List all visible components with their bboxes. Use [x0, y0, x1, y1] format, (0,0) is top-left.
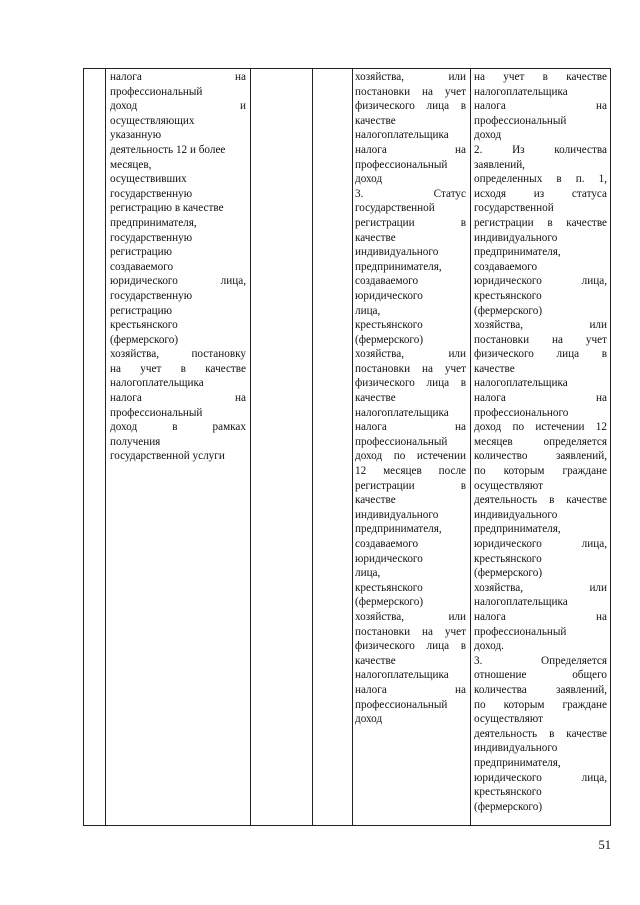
- text-line: юридического лица,: [474, 771, 607, 784]
- text-line: деятельность 12 и более: [110, 143, 226, 156]
- text-line: индивидуального: [474, 231, 558, 244]
- text-line: качестве: [355, 231, 396, 244]
- text-line: на учет в качестве: [110, 362, 246, 375]
- text-line: регистрации в: [355, 479, 466, 492]
- text-line: крестьянского: [474, 786, 542, 799]
- text-line: (фермерского): [474, 800, 543, 813]
- text-line: предпринимателя,: [355, 523, 442, 536]
- text-line: государственной услуги: [110, 450, 225, 463]
- text-line: доход по истечении: [355, 450, 466, 463]
- text-line: индивидуального: [474, 742, 558, 755]
- text-line: регистрации в качестве: [474, 216, 607, 229]
- text-line: профессиональный: [110, 85, 203, 98]
- text-line: качестве: [474, 362, 515, 375]
- text-line: качестве: [355, 392, 396, 405]
- text-line: создаваемого: [355, 275, 419, 288]
- text-line: доход в рамках: [110, 421, 246, 434]
- text-line: физического лица в: [474, 348, 607, 361]
- text-line: налога на: [110, 392, 246, 405]
- text-line: предпринимателя,: [110, 216, 197, 229]
- text-line: юридического лица,: [110, 275, 246, 288]
- text-line: доход: [474, 129, 502, 142]
- text-line: осуществляющих: [110, 114, 195, 127]
- table-border: [105, 68, 106, 826]
- text-line: государственной: [355, 202, 435, 215]
- text-line: юридического лица,: [474, 538, 607, 550]
- text-line: предпринимателя,: [474, 756, 561, 769]
- text-line: профессионального: [474, 406, 569, 419]
- text-line: физического лица в: [355, 640, 466, 653]
- text-line: указанную: [110, 129, 162, 142]
- text-line: крестьянского: [355, 319, 423, 332]
- text-line: профессиональный: [355, 435, 448, 448]
- table-border: [470, 68, 471, 826]
- text-line: налога на: [110, 71, 246, 83]
- text-line: индивидуального: [474, 508, 558, 521]
- text-line: (фермерского): [355, 333, 424, 346]
- text-line: профессиональный: [474, 114, 567, 127]
- text-line: доход: [355, 713, 383, 726]
- text-line: создаваемого: [110, 260, 174, 273]
- text-line: государственную: [110, 231, 193, 244]
- text-line: профессиональный: [355, 698, 448, 711]
- text-line: налогоплательщика: [474, 85, 568, 98]
- text-line: государственную: [110, 187, 193, 200]
- text-line: заявлений,: [474, 158, 525, 171]
- text-line: налога на: [355, 683, 466, 696]
- text-line: доход и: [110, 100, 246, 113]
- table-border: [250, 68, 251, 826]
- text-line: доход по истечении 12: [474, 421, 607, 434]
- text-line: месяцев,: [110, 158, 152, 171]
- table-border: [83, 68, 611, 69]
- table-border: [610, 68, 611, 826]
- table-border: [83, 825, 611, 826]
- text-line: осуществивших: [110, 173, 187, 186]
- text-line: индивидуального: [355, 246, 439, 259]
- text-line: исходя из статуса: [474, 187, 607, 200]
- text-line: постановки на учет: [355, 625, 466, 638]
- text-line: (фермерского): [355, 596, 424, 609]
- text-line: профессиональный: [474, 625, 567, 638]
- text-line: крестьянского: [474, 552, 542, 565]
- text-line: (фермерского): [474, 567, 543, 580]
- text-line: получения: [110, 435, 161, 448]
- text-line: осуществляют: [474, 479, 543, 492]
- text-line: доход: [355, 173, 383, 186]
- text-line: 12 месяцев после: [355, 465, 466, 478]
- table-cell-method: [474, 70, 607, 814]
- text-line: качестве: [355, 494, 396, 507]
- table-border: [312, 68, 313, 826]
- text-line: крестьянского: [474, 289, 542, 302]
- text-line: регистрацию в качестве: [110, 202, 224, 215]
- text-line: хозяйства, или: [474, 319, 607, 332]
- text-line: по которым граждане: [474, 698, 607, 711]
- text-line: государственной: [474, 202, 554, 215]
- text-line: определенных в п. 1,: [474, 173, 607, 186]
- text-line: качестве: [355, 654, 396, 667]
- text-line: (фермерского): [474, 304, 543, 317]
- text-line: предпринимателя,: [474, 523, 561, 536]
- text-line: налогоплательщика: [110, 377, 204, 390]
- text-line: налога на: [355, 421, 466, 434]
- text-line: государственную: [110, 289, 193, 302]
- table-cell-indicator-calc: [355, 70, 466, 727]
- table-border: [352, 68, 353, 826]
- page-number: 51: [598, 838, 611, 852]
- text-line: хозяйства, или: [474, 581, 607, 594]
- text-line: доход.: [474, 640, 504, 653]
- text-line: осуществляют: [474, 713, 543, 726]
- text-line: налогоплательщика: [355, 129, 449, 142]
- text-line: постановки на учет: [474, 333, 607, 346]
- text-line: юридического: [355, 289, 423, 302]
- text-line: регистрацию: [110, 304, 173, 317]
- text-line: налога на: [474, 100, 607, 113]
- text-line: создаваемого: [474, 260, 538, 273]
- text-line: физического лица в: [355, 377, 466, 390]
- text-line: месяцев определяется: [474, 435, 607, 448]
- text-line: хозяйства, или: [355, 348, 466, 361]
- text-line: индивидуального: [355, 508, 439, 521]
- text-line: постановки на учет: [355, 362, 466, 375]
- text-line: профессиональный: [110, 406, 203, 419]
- text-line: налога на: [474, 610, 607, 623]
- text-line: отношение общего: [474, 669, 607, 682]
- text-line: создаваемого: [355, 538, 419, 550]
- text-line: количества заявлений,: [474, 683, 607, 696]
- text-line: регистрации в: [355, 216, 466, 229]
- text-line: 3. Определяется: [474, 654, 607, 667]
- text-line: лица,: [355, 567, 381, 580]
- table-cell-description: [110, 70, 246, 464]
- text-line: (фермерского): [110, 333, 179, 346]
- text-line: регистрацию: [110, 246, 173, 259]
- text-line: налогоплательщика: [474, 596, 568, 609]
- text-line: хозяйства, или: [355, 71, 466, 83]
- text-line: налогоплательщика: [355, 669, 449, 682]
- text-line: налогоплательщика: [355, 406, 449, 419]
- text-line: 3. Статус: [355, 187, 466, 200]
- table: [83, 68, 611, 826]
- text-line: юридического: [355, 552, 423, 565]
- text-line: крестьянского: [110, 319, 178, 332]
- text-line: на учет в качестве: [474, 71, 607, 83]
- text-line: деятельность в качестве: [474, 727, 607, 740]
- text-line: профессиональный: [355, 158, 448, 171]
- text-line: крестьянского: [355, 581, 423, 594]
- text-line: налогоплательщика: [474, 377, 568, 390]
- text-line: налога на: [355, 143, 466, 156]
- text-line: хозяйства, постановку: [110, 348, 246, 361]
- text-line: физического лица в: [355, 100, 466, 113]
- text-line: деятельность в качестве: [474, 494, 607, 507]
- table-border: [83, 68, 84, 826]
- text-line: постановки на учет: [355, 85, 466, 98]
- text-line: 2. Из количества: [474, 143, 607, 156]
- text-line: качестве: [355, 114, 396, 127]
- text-line: лица,: [355, 304, 381, 317]
- text-line: предпринимателя,: [355, 260, 442, 273]
- text-line: юридического лица,: [474, 275, 607, 288]
- text-line: по которым граждане: [474, 465, 607, 478]
- text-line: хозяйства, или: [355, 610, 466, 623]
- text-line: предпринимателя,: [474, 246, 561, 259]
- text-line: количество заявлений,: [474, 450, 607, 463]
- text-line: налога на: [474, 392, 607, 405]
